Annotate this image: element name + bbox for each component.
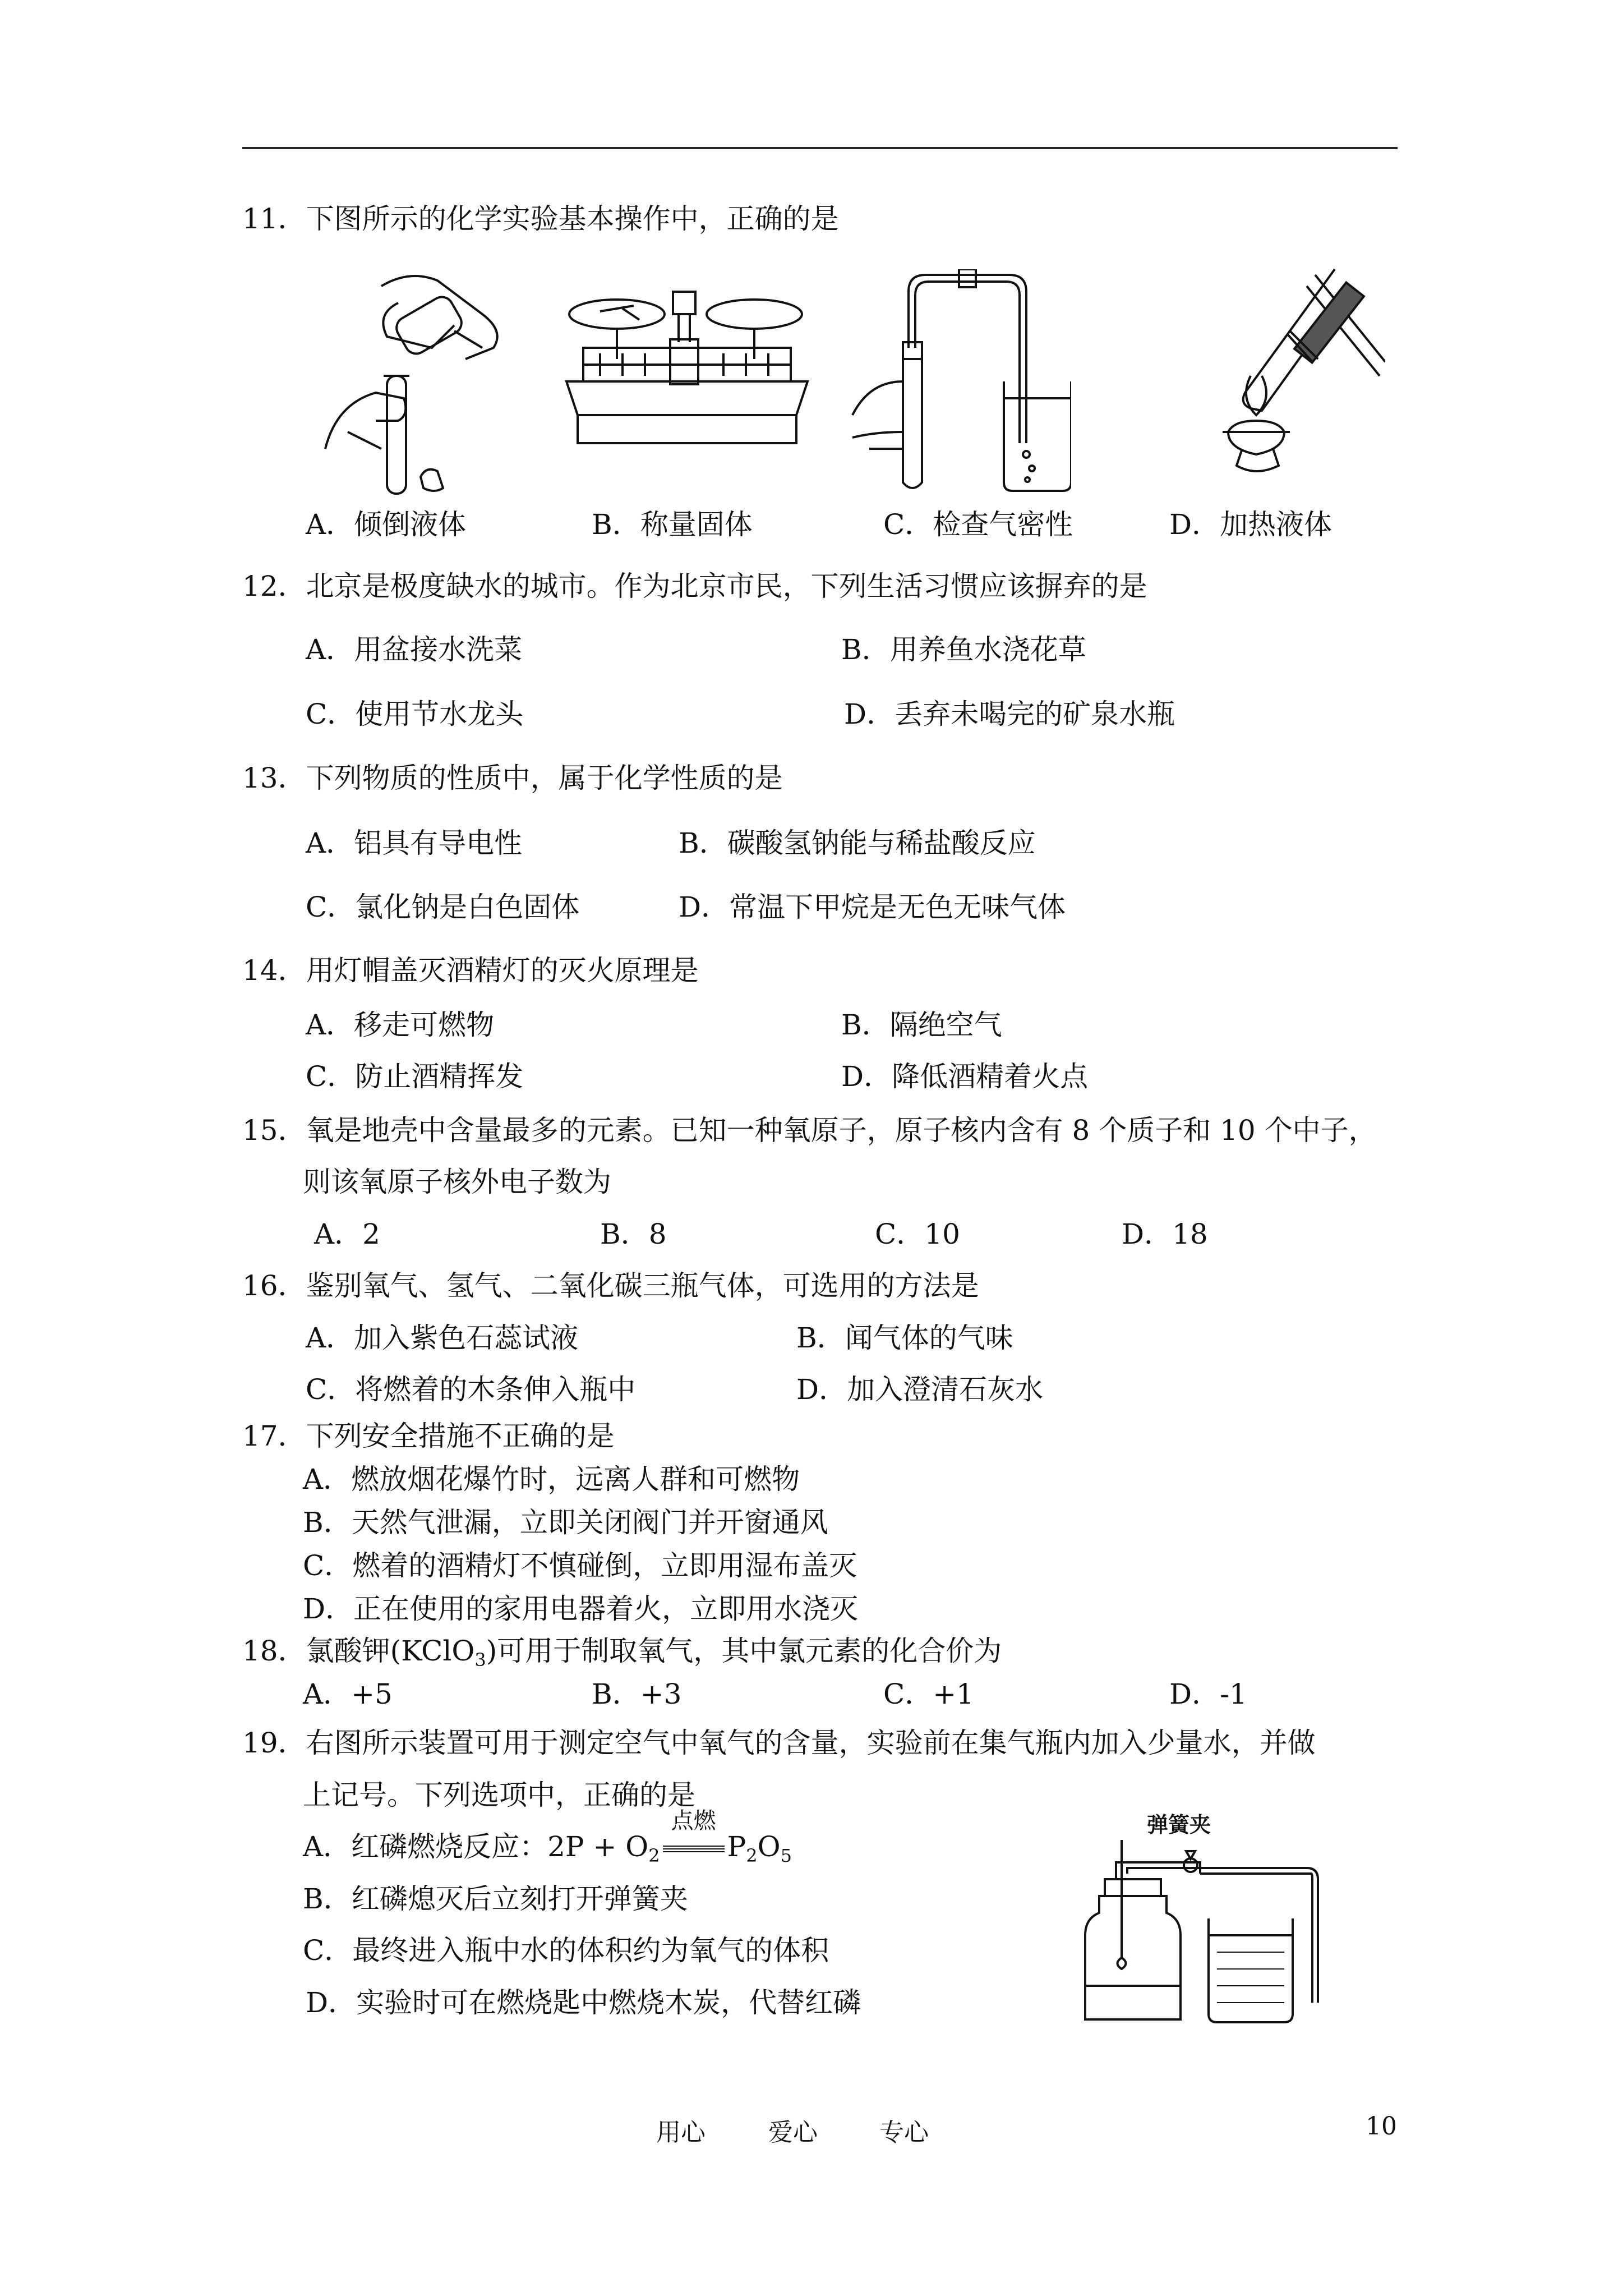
question-19-option-a[interactable] [303,1808,792,1866]
equation-subscript: 2 [648,1845,660,1866]
question-18-stem [242,1634,1002,1671]
question-12-stem: 12．北京是极度缺水的城市。作为北京市民，下列生活习惯应该摒弃的是 [242,570,1147,602]
footer-item-3: 专心 [879,2118,929,2147]
question-15-option-b[interactable]: B．8 [600,1218,667,1250]
pouring-liquid-figure [314,264,516,499]
question-15-option-d[interactable]: D．18 [1122,1218,1208,1250]
question-17-option-a[interactable]: A．燃放烟花爆竹时，远离人群和可燃物 [303,1463,800,1496]
question-12-option-d[interactable]: D．丢弃未喝完的矿泉水瓶 [844,698,1175,730]
question-19-option-c[interactable]: C．最终进入瓶中水的体积约为氧气的体积 [303,1934,829,1967]
reaction-condition [660,1808,727,1864]
question-19-stem: 19．右图所示装置可用于测定空气中氧气的含量，实验前在集气瓶内加入少量水，并做 [242,1727,1316,1759]
question-17-stem: 17．下列安全措施不正确的是 [242,1420,615,1452]
question-15-stem: 15．氧是地壳中含量最多的元素。已知一种氧原子，原子核内含有 8 个质子和 10 个中子， [242,1114,1377,1147]
equation-subscript: 2 [746,1845,758,1866]
question-18-option-b[interactable]: B．+3 [592,1678,682,1710]
heating-liquid-figure [1195,264,1385,482]
question-12-option-a[interactable]: A．用盆接水洗菜 [306,633,523,666]
reaction-condition-label: 点燃 [671,1808,716,1834]
question-16-option-b[interactable]: B．闻气体的气味 [796,1322,1013,1354]
question-12-option-c[interactable]: C．使用节水龙头 [306,698,524,730]
question-11-option-b[interactable]: B．称量固体 [592,508,753,541]
question-14-option-d[interactable]: D．降低酒精着火点 [841,1060,1089,1093]
question-13-option-c[interactable]: C．氯化钠是白色固体 [306,891,580,923]
question-19-option-b[interactable]: B．红磷熄灭后立刻打开弹簧夹 [303,1883,688,1915]
footer-item-2: 爱心 [768,2118,818,2147]
question-12-option-b[interactable]: B．用养鱼水浇花草 [841,633,1086,666]
question-18-option-c[interactable]: C．+1 [883,1678,974,1710]
question-14-option-b[interactable]: B．隔绝空气 [841,1009,1002,1041]
question-19-option-d[interactable]: D．实验时可在燃烧匙中燃烧木炭，代替红磷 [306,1986,861,2019]
question-18-option-a[interactable]: A．+5 [303,1678,393,1710]
equation-subscript: 5 [780,1845,792,1866]
question-17-option-b[interactable]: B．天然气泄漏，立即关闭阀门并开窗通风 [303,1506,828,1539]
question-15-stem-line2: 则该氧原子核外电子数为 [303,1166,611,1198]
question-16-option-d[interactable]: D．加入澄清石灰水 [796,1373,1044,1406]
question-17-option-d[interactable]: D．正在使用的家用电器着火，立即用水浇灭 [303,1593,859,1625]
balance-figure [561,280,813,454]
question-14-stem: 14．用灯帽盖灭酒精灯的灭火原理是 [242,954,699,987]
question-11-option-d[interactable]: D．加热液体 [1169,508,1332,541]
page-number: 10 [1366,2112,1397,2141]
question-15-option-a[interactable]: A．2 [314,1218,380,1250]
question-18-stem-subscript: 3 [474,1649,486,1671]
oxygen-measurement-apparatus [1082,1840,1363,2031]
question-11-option-a[interactable]: A．倾倒液体 [306,508,467,541]
question-16-option-a[interactable]: A．加入紫色石蕊试液 [306,1322,579,1354]
question-18-stem-pre: 18．氯酸钾(KClO [242,1635,475,1667]
question-18-option-d[interactable]: D．-1 [1169,1678,1247,1710]
question-14-option-c[interactable]: C．防止酒精挥发 [306,1060,524,1093]
question-18-stem-post: )可用于制取氧气，其中氯元素的化合价为 [486,1635,1002,1667]
question-11-stem: 11．下图所示的化学实验基本操作中，正确的是 [242,203,839,235]
question-16-stem: 16．鉴别氧气、氢气、二氧化碳三瓶气体，可选用的方法是 [242,1269,979,1302]
equation-lhs: A．红磷燃烧反应：2P + O [303,1830,649,1863]
equation-rhs-p: P [727,1830,746,1863]
equation-rhs-o: O [757,1830,781,1863]
question-17-option-c[interactable]: C．燃着的酒精灯不慎碰倒，立即用湿布盖灭 [303,1549,857,1582]
question-13-option-a[interactable]: A．铝具有导电性 [306,827,523,859]
equals-sign [663,1846,725,1852]
question-13-option-b[interactable]: B．碳酸氢钠能与稀盐酸反应 [679,827,1036,859]
question-19-stem-line2: 上记号。下列选项中，正确的是 [303,1779,695,1811]
spring-clip-label: 弹簧夹 [1147,1812,1211,1837]
question-14-option-a[interactable]: A．移走可燃物 [306,1009,495,1041]
airtight-check-figure [847,269,1071,499]
question-13-stem: 13．下列物质的性质中，属于化学性质的是 [242,762,783,794]
question-16-option-c[interactable]: C．将燃着的木条伸入瓶中 [306,1373,636,1406]
header-rule [242,147,1398,149]
question-15-option-c[interactable]: C．10 [875,1218,960,1250]
question-13-option-d[interactable]: D．常温下甲烷是无色无味气体 [679,891,1066,923]
footer-item-1: 用心 [656,2118,706,2147]
question-11-option-c[interactable]: C．检查气密性 [883,508,1073,541]
